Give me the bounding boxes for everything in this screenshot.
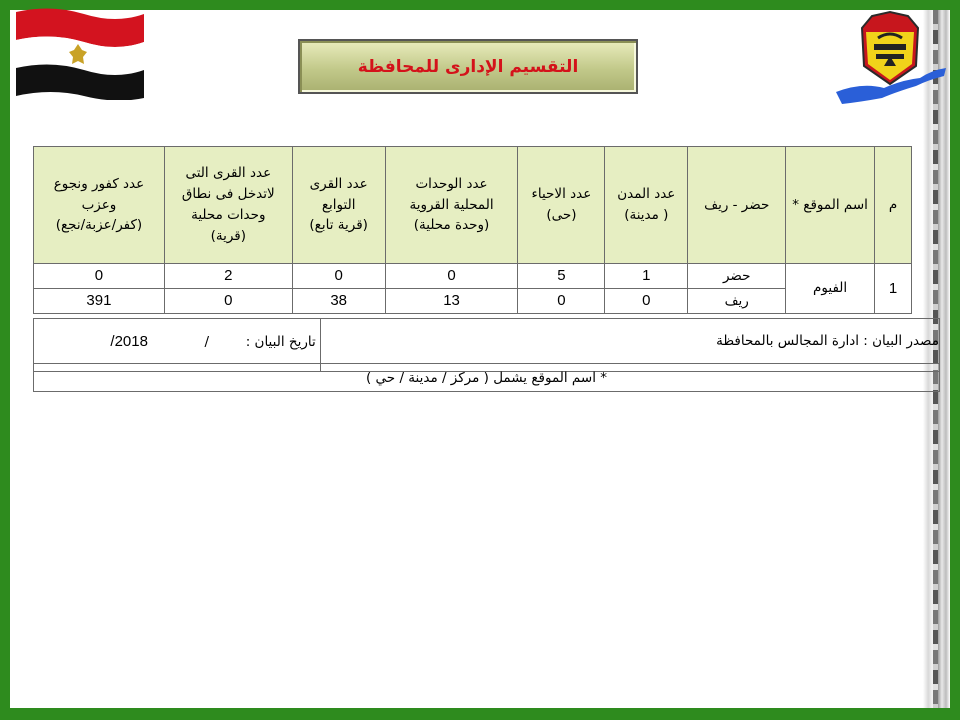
footnote-table	[33, 363, 940, 392]
page-title: التقسيم الإدارى للمحافظة	[357, 56, 579, 77]
header-local-units: عدد الوحدات المحلية القروية (وحدة محلية)	[385, 147, 518, 264]
administrative-division-table	[33, 146, 912, 314]
location-name: الفيوم	[786, 264, 875, 314]
independent-villages-cell: 0	[164, 289, 292, 314]
header-cities: عدد المدن ( مدينة)	[605, 147, 688, 264]
type-cell: حضر	[688, 264, 786, 289]
date-label: تاريخ البيان :	[245, 333, 316, 350]
header-districts: عدد الاحياء (حى)	[518, 147, 605, 264]
date-year: 2018/	[110, 332, 148, 350]
independent-villages-cell: 2	[164, 264, 292, 289]
data-source: مصدر البيان : ادارة المجالس بالمحافظة	[320, 319, 939, 372]
row-index: 1	[875, 264, 912, 314]
hamlets-cell: 0	[34, 264, 165, 289]
header-independent-villages: عدد القرى التى لاتدخل فى نطاق وحدات محلية (قرية)	[164, 147, 292, 264]
districts-cell: 5	[518, 264, 605, 289]
table-row	[34, 264, 912, 289]
governorate-logo-icon	[832, 10, 948, 106]
type-cell: ريف	[688, 289, 786, 314]
header-urban-rural: حضر - ريف	[688, 147, 786, 264]
header-location: اسم الموقع *	[786, 147, 875, 264]
local-units-cell: 0	[385, 264, 518, 289]
hamlets-cell: 391	[34, 289, 165, 314]
cities-cell: 1	[605, 264, 688, 289]
follower-villages-cell: 0	[292, 264, 385, 289]
egypt-flag-icon	[6, 0, 148, 100]
follower-villages-cell: 38	[292, 289, 385, 314]
local-units-cell: 13	[385, 289, 518, 314]
header-hamlets: عدد كفور ونجوع وعزب (كفر/عزبة/نجع)	[34, 147, 165, 264]
cities-cell: 0	[605, 289, 688, 314]
table-row	[34, 289, 912, 314]
header-index: م	[875, 147, 912, 264]
footnote: * اسم الموقع يشمل ( مركز / مدينة / حي )	[34, 364, 940, 392]
date-separator: /	[204, 333, 210, 350]
title-box	[298, 39, 638, 94]
table-header-row	[34, 147, 912, 264]
districts-cell: 0	[518, 289, 605, 314]
header-follower-villages: عدد القرى التوابع (قرية تابع)	[292, 147, 385, 264]
